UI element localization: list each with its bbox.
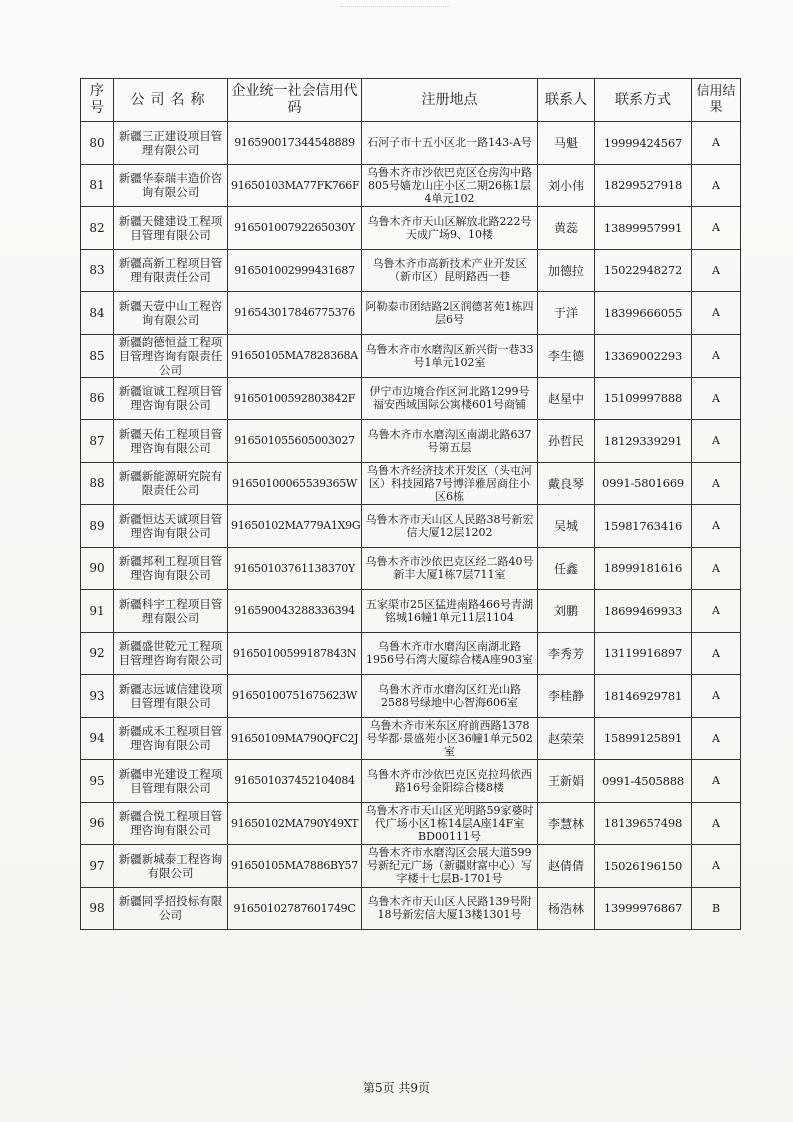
- company-name: 新疆天健建设工程项目管理有限公司: [114, 207, 228, 250]
- company-name: 新疆盛世乾元工程项目管理咨询有限公司: [114, 632, 228, 675]
- credit-code: 91650100592803842F: [228, 377, 362, 420]
- contact-phone: 18139657498: [595, 802, 692, 845]
- credit-code: 91650109MA790QFC2J: [228, 717, 362, 760]
- contact-phone: 13899957991: [595, 207, 692, 250]
- header-credit: 信用结果: [692, 79, 741, 122]
- table-row: [81, 632, 741, 675]
- credit-code: 91650102MA790Y49XT: [228, 802, 362, 845]
- table-row: [81, 377, 741, 420]
- credit-code: 916501002999431687: [228, 249, 362, 292]
- contact-person: 赵倩倩: [538, 845, 595, 888]
- contact-person: 黄蕊: [538, 207, 595, 250]
- credit-results-table: [80, 78, 741, 930]
- registered-address: 乌鲁木齐市水磨沟区会展大道599号新纪元广场（新疆财富中心）写字楼十七层B-1701号: [362, 845, 538, 888]
- header-phone: 联系方式: [595, 79, 692, 122]
- contact-person: 李生德: [538, 334, 595, 377]
- credit-code: 91650100599187843N: [228, 632, 362, 675]
- credit-result: A: [692, 802, 741, 845]
- contact-person: 马魁: [538, 122, 595, 165]
- registered-address: 乌鲁木齐市沙依巴克区经二路40号新丰大厦1栋7层711室: [362, 547, 538, 590]
- contact-phone: 15109997888: [595, 377, 692, 420]
- credit-result: A: [692, 717, 741, 760]
- company-name: 新疆新城泰工程咨询有限公司: [114, 845, 228, 888]
- company-name: 新疆合悦工程项目管理咨询有限公司: [114, 802, 228, 845]
- contact-phone: 18999181616: [595, 547, 692, 590]
- row-number: 86: [81, 377, 114, 420]
- contact-person: 李秀芳: [538, 632, 595, 675]
- credit-result: A: [692, 675, 741, 718]
- table-row: [81, 760, 741, 803]
- credit-code: 916590017344548889: [228, 122, 362, 165]
- credit-result: A: [692, 845, 741, 888]
- contact-phone: 0991-4505888: [595, 760, 692, 803]
- contact-person: 李桂静: [538, 675, 595, 718]
- contact-person: 孙哲民: [538, 420, 595, 463]
- registered-address: 乌鲁木齐市沙依巴克区克拉玛依西路16号金阳综合楼8楼: [362, 760, 538, 803]
- credit-result: A: [692, 334, 741, 377]
- table-row: [81, 717, 741, 760]
- row-number: 82: [81, 207, 114, 250]
- company-name: 新疆新能源研究院有限责任公司: [114, 462, 228, 505]
- company-name: 新疆申光建设工程项目管理有限公司: [114, 760, 228, 803]
- company-name: 新疆邦利工程项目管理咨询有限公司: [114, 547, 228, 590]
- registered-address: 乌鲁木齐市水磨沟区新兴街一巷33号1单元102室: [362, 334, 538, 377]
- row-number: 91: [81, 590, 114, 633]
- table-body: [81, 122, 741, 930]
- table-row: [81, 462, 741, 505]
- registered-address: 乌鲁木齐市高新技术产业开发区（新市区）昆明路西一巷: [362, 249, 538, 292]
- contact-phone: 15022948272: [595, 249, 692, 292]
- company-name: 新疆天佑工程项目管理咨询有限公司: [114, 420, 228, 463]
- table-row: [81, 887, 741, 930]
- company-name: 新疆同孚招投标有限公司: [114, 887, 228, 930]
- credit-code: 91650102787601749C: [228, 887, 362, 930]
- row-number: 96: [81, 802, 114, 845]
- company-name: 新疆天壹中山工程咨询有限公司: [114, 292, 228, 335]
- table-row: [81, 845, 741, 888]
- credit-result: A: [692, 122, 741, 165]
- contact-person: 刘鹏: [538, 590, 595, 633]
- table-header-row: [81, 79, 741, 122]
- contact-person: 于洋: [538, 292, 595, 335]
- header-contact: 联系人: [538, 79, 595, 122]
- table-row: [81, 590, 741, 633]
- row-number: 85: [81, 334, 114, 377]
- table-row: [81, 207, 741, 250]
- table-row: [81, 249, 741, 292]
- registered-address: 乌鲁木齐经济技术开发区（头屯河区）科技园路7号博洋雅居商住小区6栋: [362, 462, 538, 505]
- credit-code: 916590043288336394: [228, 590, 362, 633]
- row-number: 90: [81, 547, 114, 590]
- credit-result: A: [692, 632, 741, 675]
- row-number: 83: [81, 249, 114, 292]
- credit-code: 916543017846775376: [228, 292, 362, 335]
- contact-phone: 15899125891: [595, 717, 692, 760]
- registered-address: 伊宁市边境合作区河北路1299号福安西域国际公寓楼601号商铺: [362, 377, 538, 420]
- table-row: [81, 292, 741, 335]
- credit-code: 91650103MA77FK766F: [228, 164, 362, 207]
- row-number: 81: [81, 164, 114, 207]
- table-row: [81, 505, 741, 548]
- credit-result: A: [692, 462, 741, 505]
- credit-code: 91650100792265030Y: [228, 207, 362, 250]
- credit-result: A: [692, 207, 741, 250]
- row-number: 95: [81, 760, 114, 803]
- contact-phone: 18399666055: [595, 292, 692, 335]
- contact-phone: 18129339291: [595, 420, 692, 463]
- credit-code: 91650103761138370Y: [228, 547, 362, 590]
- registered-address: 乌鲁木齐市水磨沟区南湖北路1956号石湾大厦综合楼A座903室: [362, 632, 538, 675]
- registered-address: 阿勒泰市团结路2区润德茗苑1栋四层6号: [362, 292, 538, 335]
- registered-address: 乌鲁木齐市水磨沟区红光山路2588号绿地中心智海606室: [362, 675, 538, 718]
- registered-address: 五家渠市25区猛进南路466号青湖铭城16幢1单元11层1104: [362, 590, 538, 633]
- contact-phone: 15026196150: [595, 845, 692, 888]
- contact-person: 吴城: [538, 505, 595, 548]
- credit-result: A: [692, 249, 741, 292]
- table-row: [81, 420, 741, 463]
- company-name: 新疆成禾工程项目管理咨询有限公司: [114, 717, 228, 760]
- scan-artifact: [340, 6, 450, 17]
- contact-person: 赵星中: [538, 377, 595, 420]
- row-number: 94: [81, 717, 114, 760]
- contact-person: 李慧林: [538, 802, 595, 845]
- row-number: 97: [81, 845, 114, 888]
- credit-result: B: [692, 887, 741, 930]
- row-number: 84: [81, 292, 114, 335]
- contact-phone: 0991-5801669: [595, 462, 692, 505]
- row-number: 92: [81, 632, 114, 675]
- table-row: [81, 547, 741, 590]
- header-no: 序号: [81, 79, 114, 122]
- credit-code: 916501037452104084: [228, 760, 362, 803]
- row-number: 98: [81, 887, 114, 930]
- credit-result: A: [692, 377, 741, 420]
- credit-result: A: [692, 547, 741, 590]
- registered-address: 乌鲁木齐市天山区人民路38号新宏信大厦12层1202: [362, 505, 538, 548]
- contact-phone: 18699469933: [595, 590, 692, 633]
- contact-phone: 13999976867: [595, 887, 692, 930]
- credit-code: 91650105MA7828368A: [228, 334, 362, 377]
- table-row: [81, 164, 741, 207]
- credit-code: 916501055605003027: [228, 420, 362, 463]
- contact-person: 王新娟: [538, 760, 595, 803]
- header-address: 注册地点: [362, 79, 538, 122]
- contact-person: 赵荣荣: [538, 717, 595, 760]
- table-row: [81, 802, 741, 845]
- credit-code: 91650100065539365W: [228, 462, 362, 505]
- credit-result: A: [692, 420, 741, 463]
- contact-phone: 15981763416: [595, 505, 692, 548]
- registered-address: 乌鲁木齐市沙依巴克区仓房沟中路805号嫱龙山庄小区二期26栋1层4单元102: [362, 164, 538, 207]
- registered-address: 乌鲁木齐市米东区府前西路1378号华都·景盛苑小区36幢1单元502室: [362, 717, 538, 760]
- credit-result: A: [692, 590, 741, 633]
- registered-address: 乌鲁木齐市天山区解放北路222号天成广场9、10楼: [362, 207, 538, 250]
- row-number: 93: [81, 675, 114, 718]
- credit-result: A: [692, 505, 741, 548]
- company-name: 新疆谊诚工程项目管理咨询有限公司: [114, 377, 228, 420]
- company-name: 新疆科宇工程项目管理有限公司: [114, 590, 228, 633]
- company-name: 新疆恒达天诚项目管理咨询有限公司: [114, 505, 228, 548]
- table-row: [81, 675, 741, 718]
- credit-code: 91650100751675623W: [228, 675, 362, 718]
- company-name: 新疆志远诚信建设项目管理有限公司: [114, 675, 228, 718]
- row-number: 80: [81, 122, 114, 165]
- header-name: 公司名称: [114, 79, 228, 122]
- registered-address: 石河子市十五小区北一路143-A号: [362, 122, 538, 165]
- registered-address: 乌鲁木齐市天山区光明路59家婆时代广场小区1栋14层A座14F室BD00111号: [362, 802, 538, 845]
- company-name: 新疆高新工程项目管理有限责任公司: [114, 249, 228, 292]
- row-number: 87: [81, 420, 114, 463]
- contact-phone: 13119916897: [595, 632, 692, 675]
- contact-phone: 19999424567: [595, 122, 692, 165]
- credit-result: A: [692, 164, 741, 207]
- header-code: 企业统一社会信用代码: [228, 79, 362, 122]
- contact-person: 任鑫: [538, 547, 595, 590]
- credit-code: 91650105MA7886BY57: [228, 845, 362, 888]
- page-footer: 第5页 共9页: [362, 1081, 431, 1095]
- credit-result: A: [692, 292, 741, 335]
- registered-address: 乌鲁木齐市水磨沟区南湖北路637号第五层: [362, 420, 538, 463]
- company-name: 新疆华泰瑞丰造价咨询有限公司: [114, 164, 228, 207]
- contact-person: 刘小伟: [538, 164, 595, 207]
- contact-person: 加德拉: [538, 249, 595, 292]
- contact-person: 戴良琴: [538, 462, 595, 505]
- credit-code: 91650102MA779A1X9G: [228, 505, 362, 548]
- row-number: 89: [81, 505, 114, 548]
- table-row: [81, 122, 741, 165]
- company-name: 新疆韵德恒益工程项目管理咨询有限责任公司: [114, 334, 228, 377]
- contact-phone: 13369002293: [595, 334, 692, 377]
- contact-phone: 18299527918: [595, 164, 692, 207]
- registered-address: 乌鲁木齐市天山区人民路139号附18号新宏信大厦13楼1301号: [362, 887, 538, 930]
- row-number: 88: [81, 462, 114, 505]
- table-row: [81, 334, 741, 377]
- company-name: 新疆三正建设项目管理有限公司: [114, 122, 228, 165]
- credit-result: A: [692, 760, 741, 803]
- contact-person: 杨浩林: [538, 887, 595, 930]
- contact-phone: 18146929781: [595, 675, 692, 718]
